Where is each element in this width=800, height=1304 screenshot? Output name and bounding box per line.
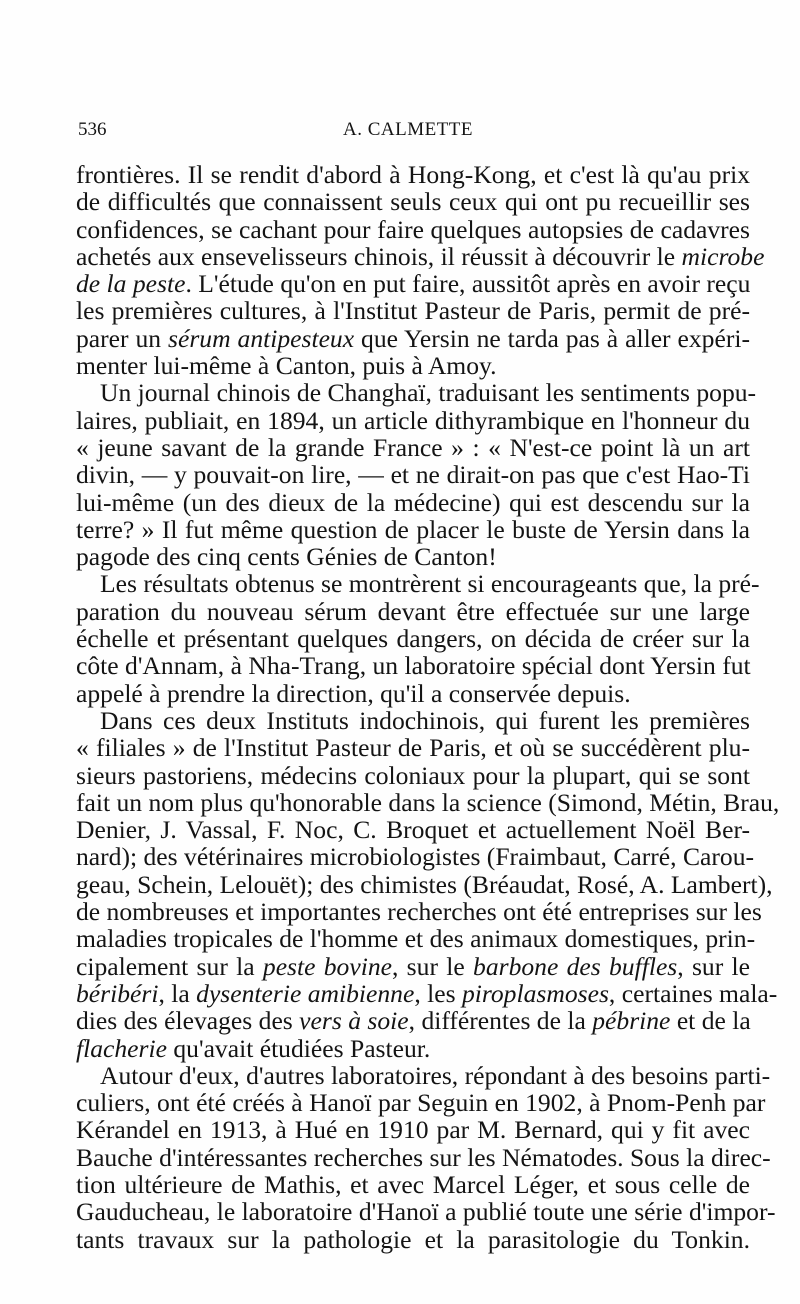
text-line: de la peste. L'étude qu'on en put faire, aussitôt après en avoir reçu xyxy=(76,269,751,299)
text-line: « filiales » de l'Institut Pasteur de Paris, et où se succédèrent plu- xyxy=(76,733,750,763)
text-line: pagode des cinq cents Génies de Canton! xyxy=(76,542,497,572)
text-line: cipalement sur la peste bovine, sur le barbone des buffles, sur le xyxy=(76,951,750,981)
text-line: Bauche d'intéressantes recherches sur les Nématodes. Sous la direc- xyxy=(76,1142,771,1172)
text-line: achetés aux ensevelisseurs chinois, il réussit à découvrir le microbe xyxy=(76,241,765,271)
text-line: tion ultérieure de Mathis, et avec Marcel Léger, et sous celle de xyxy=(76,1169,750,1199)
text-line: menter lui-même à Canton, puis à Amoy. xyxy=(76,351,497,381)
text-line: divin, — y pouvait-on lire, — et ne dirait-on pas que c'est Hao-Ti xyxy=(76,460,750,490)
text-line: lui-même (un des dieux de la médecine) qui est descendu sur la xyxy=(76,487,750,517)
text-line: terre? » Il fut même question de placer le buste de Yersin dans la xyxy=(76,514,750,544)
text-line: appelé à prendre la direction, qu'il a conservée depuis. xyxy=(76,678,631,708)
text-line: Les résultats obtenus se montrèrent si encourageants que, la pré- xyxy=(100,569,760,599)
text-line: Denier, J. Vassal, F. Noc, C. Broquet et actuellement Noël Ber- xyxy=(76,815,750,845)
text-line: Autour d'eux, d'autres laboratoires, répondant à des besoins parti- xyxy=(100,1060,771,1090)
text-line: maladies tropicales de l'homme et des animaux domestiques, prin- xyxy=(76,924,756,954)
text-line: de nombreuses et importantes recherches ont été entreprises sur les xyxy=(76,897,762,927)
text-line: de difficultés que connaissent seuls ceux qui ont pu recueillir ses xyxy=(76,187,750,217)
text-line: échelle et présentant quelques dangers, on décida de créer sur la xyxy=(76,624,750,654)
text-line: Un journal chinois de Changhaï, traduisant les sentiments popu- xyxy=(100,378,757,408)
text-line: côte d'Annam, à Nha-Trang, un laboratoire spécial dont Yersin fut xyxy=(76,651,751,681)
text-line: sieurs pastoriens, médecins coloniaux pour la plupart, qui se sont xyxy=(76,760,750,790)
text-line: les premières cultures, à l'Institut Pasteur de Paris, permit de pré- xyxy=(76,296,750,326)
text-line: culiers, ont été créés à Hanoï par Seguin en 1902, à Pnom-Penh par xyxy=(76,1088,766,1118)
page-number: 536 xyxy=(78,119,107,140)
text-line: tants travaux sur la pathologie et la parasitologie du Tonkin. xyxy=(76,1224,750,1254)
text-line: laires, publiait, en 1894, un article dithyrambique en l'honneur du xyxy=(76,405,750,435)
text-line: flacherie qu'avait étudiées Pasteur. xyxy=(76,1033,431,1063)
text-line: confidences, se cachant pour faire quelques autopsies de cadavres xyxy=(76,214,750,244)
text-line: Gauducheau, le laboratoire d'Hanoï a publié toute une série d'impor- xyxy=(76,1197,776,1227)
text-line: dies des élevages des vers à soie, différentes de la pébrine et de la xyxy=(76,1006,751,1036)
page-header xyxy=(78,119,738,143)
text-line: frontières. Il se rendit d'abord à Hong-Kong, et c'est là qu'au prix xyxy=(76,160,750,189)
running-head: A. CALMETTE xyxy=(342,119,474,140)
text-line: Dans ces deux Instituts indochinois, qui furent les premières xyxy=(100,705,750,735)
text-line: parer un sérum antipesteux que Yersin ne tarda pas à aller expéri- xyxy=(76,323,750,353)
body-text xyxy=(76,160,780,1254)
text-line: fait un nom plus qu'honorable dans la science (Simond, Métin, Brau, xyxy=(76,787,780,817)
text-line: béribéri, la dysenterie amibienne, les piroplasmoses, certaines mala- xyxy=(76,978,778,1008)
text-line: Kérandel en 1913, à Hué en 1910 par M. Bernard, qui y fit avec xyxy=(76,1115,750,1145)
text-line: paration du nouveau sérum devant être effectuée sur une large xyxy=(76,596,750,626)
text-line: geau, Schein, Lelouët); des chimistes (Bréaudat, Rosé, A. Lambert), xyxy=(76,869,773,899)
text-line: nard); des vétérinaires microbiologistes (Fraimbaut, Carré, Carou- xyxy=(76,842,755,872)
text-line: « jeune savant de la grande France » : « N'est-ce point là un art xyxy=(76,432,750,462)
